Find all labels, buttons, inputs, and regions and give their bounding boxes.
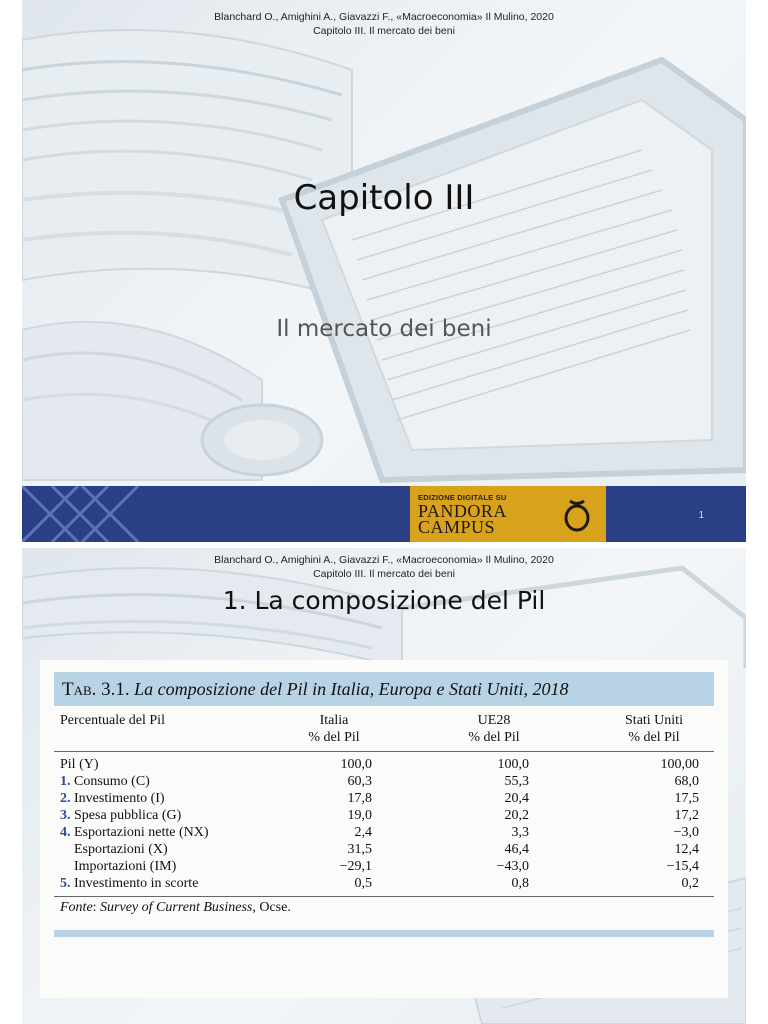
cell-ue28: 46,4 xyxy=(504,842,529,857)
row-number: 3. xyxy=(60,808,71,823)
slide-header xyxy=(22,10,746,38)
row-text: Investimento in scorte xyxy=(74,876,199,891)
cell-italia: 19,0 xyxy=(347,808,372,823)
cell-italia: 60,3 xyxy=(347,774,372,789)
row-text: Investimento (I) xyxy=(74,791,165,806)
cell-ue28: 100,0 xyxy=(497,757,529,772)
table-number: Tab. 3.1. xyxy=(62,679,130,700)
row-label xyxy=(74,858,176,875)
slide-1 xyxy=(22,0,746,542)
table-caption xyxy=(54,672,714,706)
table-header-row xyxy=(54,712,714,748)
cell-usa: 17,5 xyxy=(674,791,699,806)
cell-italia: 17,8 xyxy=(347,791,372,806)
header-chapter: Capitolo III. Il mercato dei beni xyxy=(313,568,455,580)
row-text: Esportazioni (X) xyxy=(74,842,168,857)
header-divider xyxy=(54,751,714,752)
slide-subtitle: Il mercato dei beni xyxy=(276,316,492,342)
cell-ue28: 20,2 xyxy=(504,808,529,823)
table-row xyxy=(54,858,714,875)
page-number: 1 xyxy=(698,510,704,521)
header-chapter: Capitolo III. Il mercato dei beni xyxy=(313,25,455,37)
column-header-ue28 xyxy=(434,712,554,746)
slide-header xyxy=(22,553,746,581)
decorative-pattern-icon xyxy=(22,486,162,542)
row-label xyxy=(60,807,181,824)
table-row xyxy=(54,773,714,790)
column-name: UE28 xyxy=(477,713,511,728)
table-title: La composizione del Pil in Italia, Europa e Stati Uniti, 2018 xyxy=(134,679,569,699)
source-publisher: , Ocse. xyxy=(252,900,291,915)
column-header-label: Percentuale del Pil xyxy=(60,713,165,728)
cell-usa: −3,0 xyxy=(673,825,699,840)
column-unit: % del Pil xyxy=(468,730,520,745)
cell-italia: 100,0 xyxy=(340,757,372,772)
row-label xyxy=(60,875,198,892)
row-label xyxy=(60,756,99,773)
cell-usa: 68,0 xyxy=(674,774,699,789)
slide-title: Capitolo III xyxy=(293,178,475,218)
table-row xyxy=(54,841,714,858)
row-text: Consumo (C) xyxy=(74,774,150,789)
row-text: Spesa pubblica (G) xyxy=(74,808,182,823)
table-row xyxy=(54,790,714,807)
cell-italia: 31,5 xyxy=(347,842,372,857)
cell-usa: 100,00 xyxy=(660,757,699,772)
row-number: 2. xyxy=(60,791,71,806)
cell-usa: −15,4 xyxy=(666,859,699,874)
column-header-italia xyxy=(274,712,394,746)
source-title: Survey of Current Business xyxy=(100,900,253,915)
brand-name xyxy=(418,503,507,535)
row-label xyxy=(60,824,209,841)
row-label xyxy=(60,773,150,790)
cell-ue28: 20,4 xyxy=(504,791,529,806)
row-text: Pil (Y) xyxy=(60,757,99,772)
row-number: 4. xyxy=(60,825,71,840)
source-label: Fonte xyxy=(60,900,93,915)
table-bottom-bar xyxy=(54,930,714,937)
brand-tagline: EDIZIONE DIGITALE SU xyxy=(418,493,507,502)
table-row xyxy=(54,807,714,824)
row-number: 1. xyxy=(60,774,71,789)
header-citation: Blanchard O., Amighini A., Giavazzi F., «Macroeconomia» Il Mulino, 2020 xyxy=(214,554,554,566)
table-row xyxy=(54,824,714,841)
row-text: Esportazioni nette (NX) xyxy=(74,825,209,840)
row-label xyxy=(60,790,165,807)
footer-band xyxy=(22,486,746,542)
cell-italia: 0,5 xyxy=(354,876,372,891)
cell-ue28: −43,0 xyxy=(496,859,529,874)
cell-italia: −29,1 xyxy=(339,859,372,874)
brand-line-1: PANDORA xyxy=(418,501,507,521)
column-unit: % del Pil xyxy=(308,730,360,745)
table-row xyxy=(54,875,714,892)
pandora-vase-icon xyxy=(562,496,592,532)
table-row xyxy=(54,756,714,773)
column-header-usa xyxy=(594,712,714,746)
row-label xyxy=(74,841,168,858)
gdp-composition-table xyxy=(40,660,728,998)
cell-ue28: 0,8 xyxy=(511,876,529,891)
column-name: Stati Uniti xyxy=(625,713,683,728)
header-citation: Blanchard O., Amighini A., Giavazzi F., «Macroeconomia» Il Mulino, 2020 xyxy=(214,11,554,23)
table-bottom-divider xyxy=(54,896,714,897)
table-source: Fonte: Survey of Current Business, Ocse. xyxy=(60,900,291,915)
slide-2 xyxy=(22,548,746,1024)
cell-usa: 0,2 xyxy=(681,876,699,891)
cell-usa: 12,4 xyxy=(674,842,699,857)
row-number: 5. xyxy=(60,876,71,891)
column-name: Italia xyxy=(319,713,349,728)
column-unit: % del Pil xyxy=(628,730,680,745)
brand-line-2: CAMPUS xyxy=(418,517,496,537)
row-text: Importazioni (IM) xyxy=(74,859,177,874)
book-background-image xyxy=(22,0,746,542)
cell-ue28: 55,3 xyxy=(504,774,529,789)
cell-ue28: 3,3 xyxy=(511,825,529,840)
cell-italia: 2,4 xyxy=(354,825,372,840)
slide-title: 1. La composizione del Pil xyxy=(222,586,546,615)
cell-usa: 17,2 xyxy=(674,808,699,823)
pandora-campus-logo xyxy=(410,486,606,542)
